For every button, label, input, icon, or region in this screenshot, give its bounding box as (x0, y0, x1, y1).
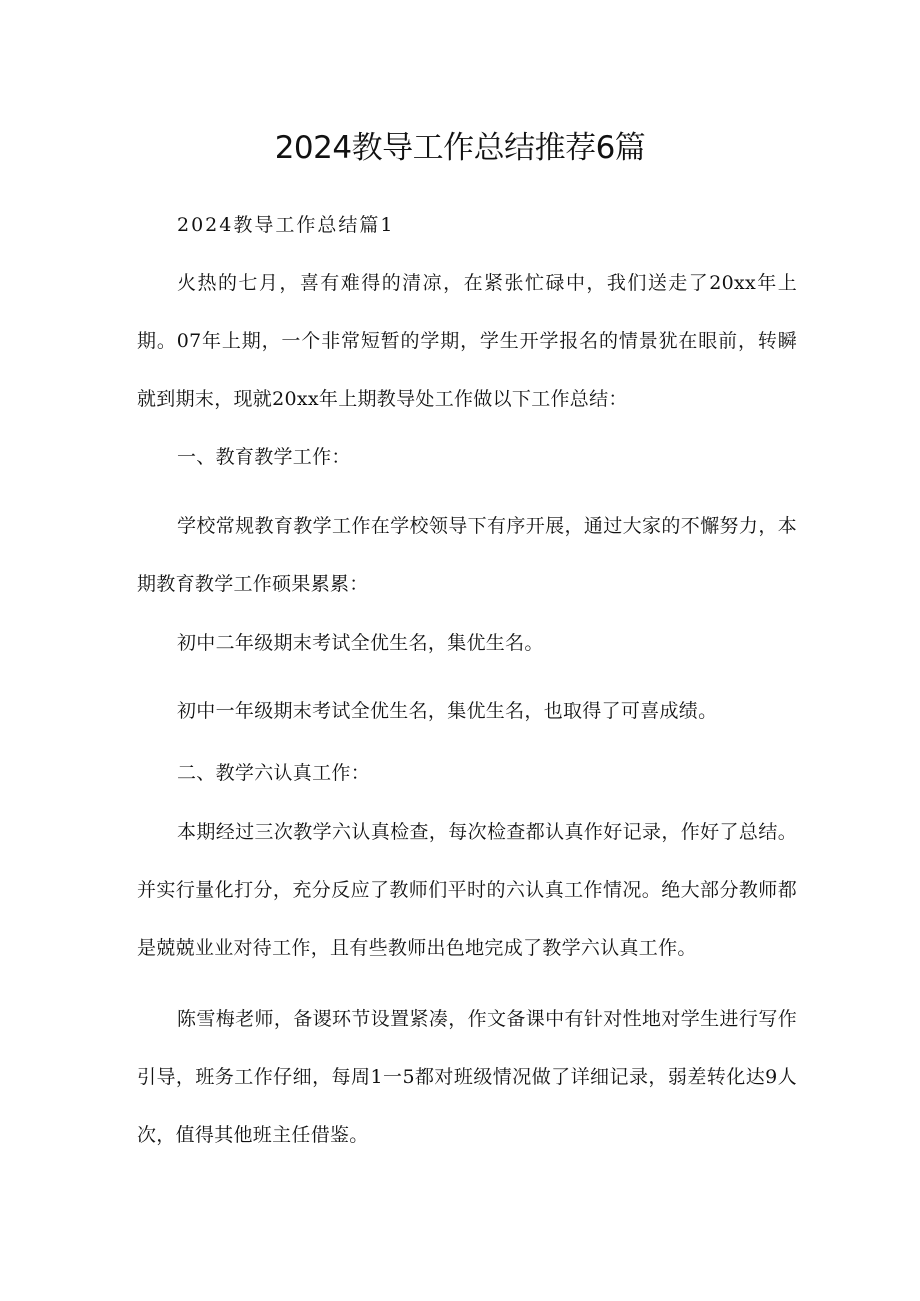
body-paragraph: 初中一年级期末考试全优生名，集优生名，也取得了可喜成绩。 (177, 700, 718, 722)
section-heading: 2024教导工作总结篇1 (177, 214, 395, 236)
body-paragraph: 本期经过三次教学六认真检查，每次检查都认真作好记录，作好了总结。并实行量化打分，充分反应了教师们平时的六认真工作情况。绝大部分教师都是兢兢业业对待工作，且有些教师出色地完成了教学六认真工作。 (137, 821, 797, 959)
body-paragraph: 陈雪梅老师，备谡环节设置紧凑，作文备课中有针对性地对学生进行写作引导，班务工作仔细，每周1一5都对班级情况做了详细记录，弱差转化达9人次，值得其他班主任借鉴。 (137, 1008, 797, 1146)
section-heading: 二、教学六认真工作： (177, 762, 371, 784)
section-heading: 一、教育教学工作： (177, 446, 351, 468)
body-paragraph: 初中二年级期末考试全优生名，集优生名。 (177, 632, 544, 654)
document-title: 2024教导工作总结推荐6篇 (274, 130, 646, 166)
body-paragraph: 火热的七月，喜有难得的清凉，在紧张忙碌中，我们送走了20xx年上期。07年上期，一个非常短暂的学期，学生开学报名的情景犹在眼前，转瞬就到期末，现就20xx年上期教导处工作做以下工作总结： (137, 272, 797, 410)
body-paragraph: 学校常规教育教学工作在学校领导下有序开展，通过大家的不懈努力，本期教育教学工作硕果累累： (137, 515, 797, 595)
